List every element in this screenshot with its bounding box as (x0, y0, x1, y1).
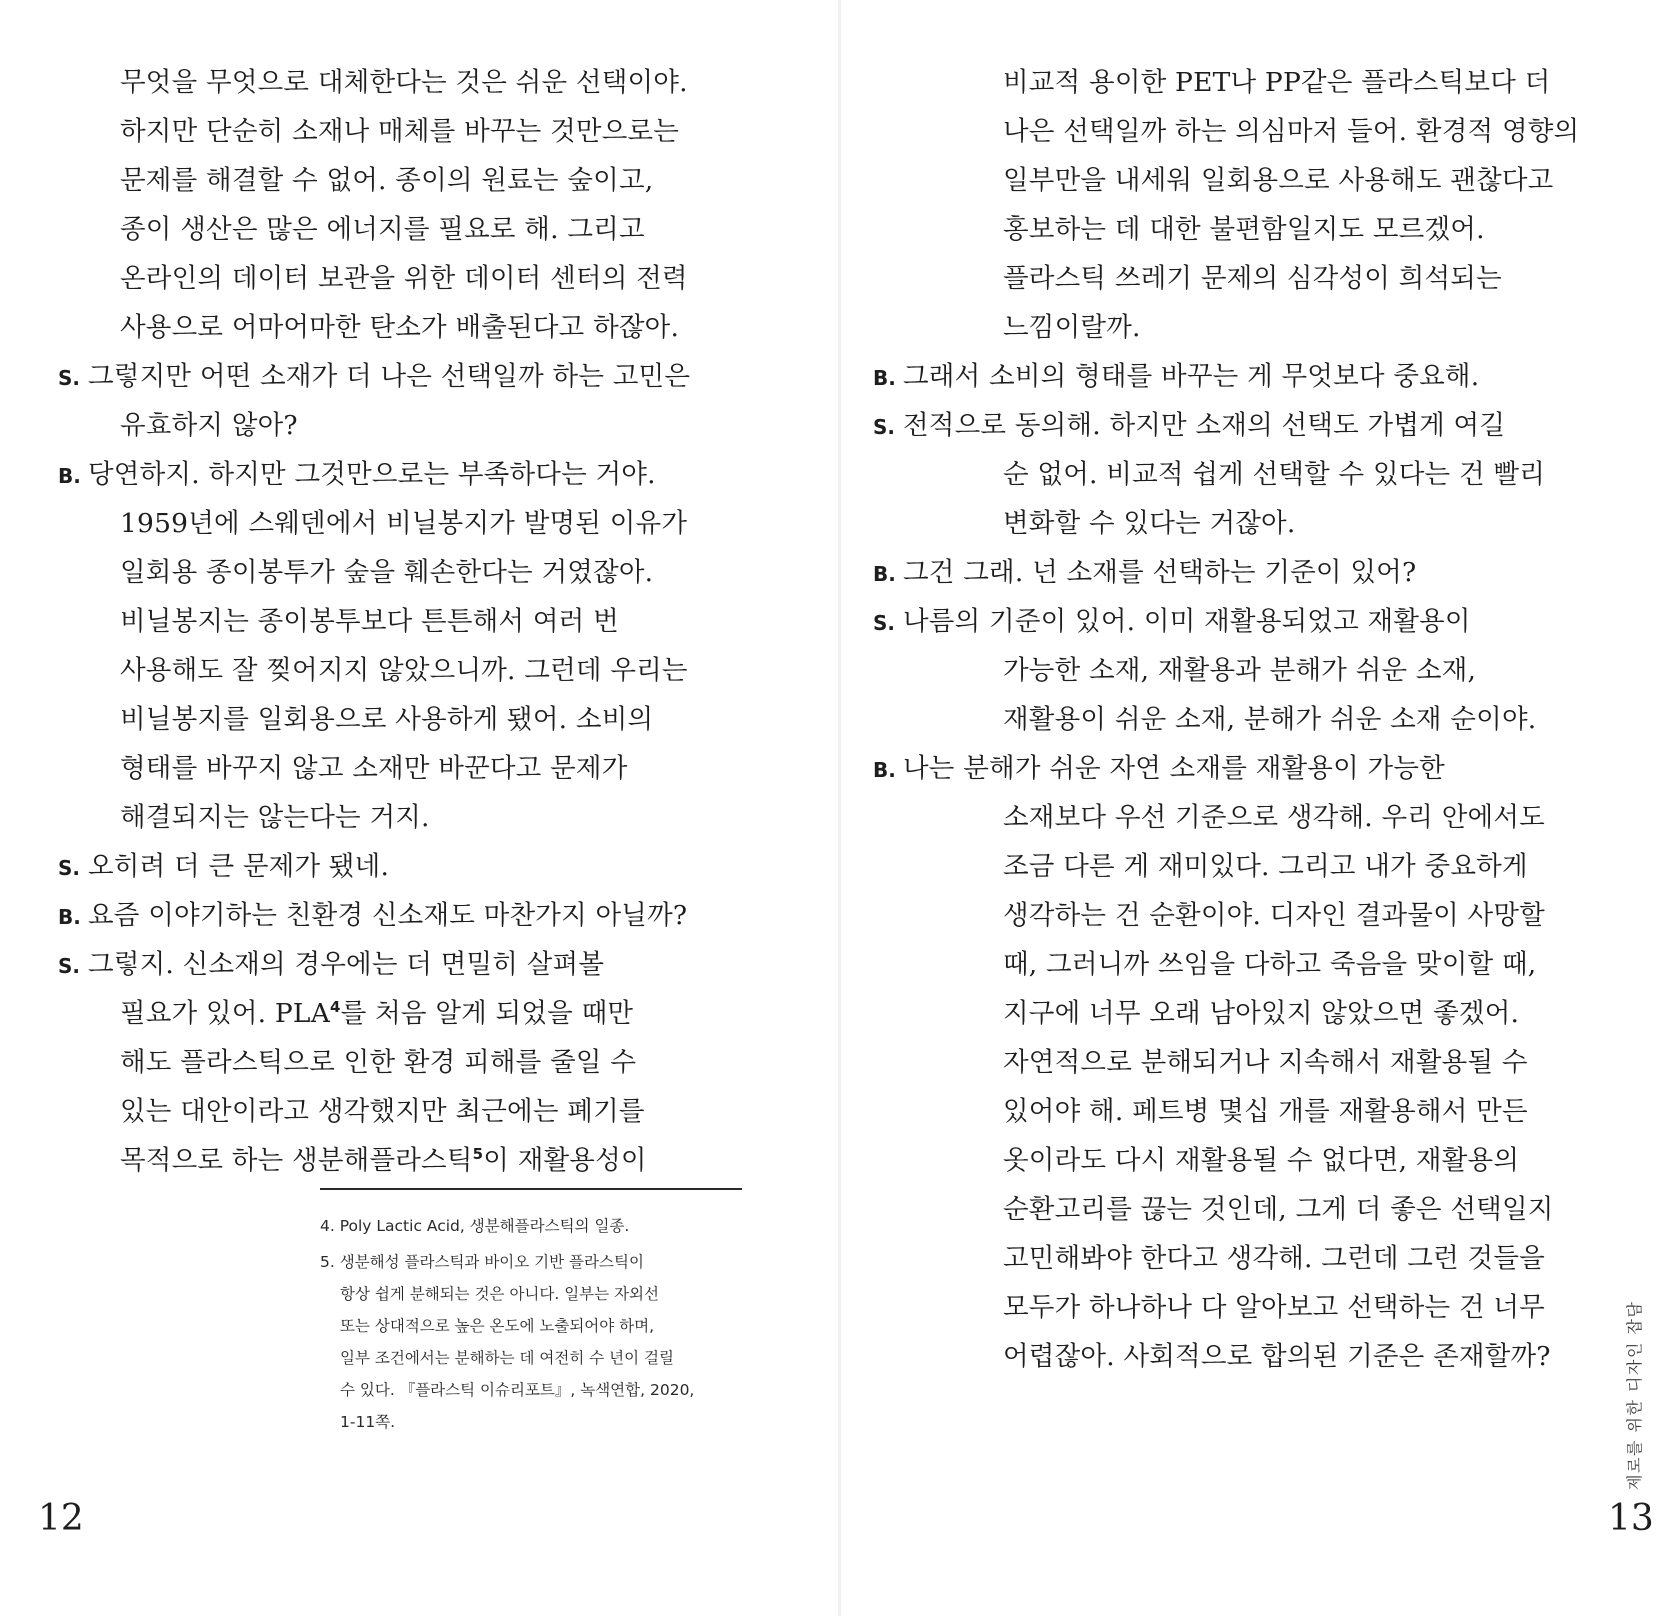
text-line (58, 695, 758, 744)
text-line (58, 548, 758, 597)
line-text: 옷이라도 다시 재활용될 수 없다면, 재활용의 (1003, 1145, 1520, 1176)
text-line (935, 1038, 1625, 1087)
line-text: 순 없어. 비교적 쉽게 선택할 수 있다는 건 빨리 (1003, 459, 1545, 490)
footnote-line: 수 있다. 『플라스틱 이슈리포트』, 녹색연합, 2020, (340, 1381, 695, 1399)
text-line (935, 58, 1625, 107)
text-line (935, 303, 1625, 352)
text-line (58, 842, 758, 891)
line-text: 요즘 이야기하는 친환경 신소재도 마찬가지 아닐까? (88, 900, 688, 931)
text-line (58, 1038, 758, 1087)
line-text: 필요가 있어. PLA (120, 998, 331, 1029)
text-line (935, 1332, 1625, 1381)
footnote-line: 일부 조건에서는 분해하는 데 여전히 수 년이 걸릴 (340, 1349, 674, 1367)
text-line (58, 450, 758, 499)
line-text: 무엇을 무엇으로 대체한다는 것은 쉬운 선택이야. (120, 67, 688, 98)
text-line (935, 940, 1625, 989)
text-line (873, 744, 1625, 793)
text-line (58, 107, 758, 156)
footnote-line: 또는 상대적으로 높은 온도에 노출되어야 하며, (340, 1317, 655, 1335)
text-line (935, 695, 1625, 744)
speaker-label: B. (58, 905, 81, 929)
line-text: 모두가 하나하나 다 알아보고 선택하는 건 너무 (1003, 1292, 1545, 1323)
speaker-label: S. (873, 611, 896, 635)
text-line (935, 989, 1625, 1038)
line-text: 사용해도 잘 찢어지지 않았으니까. 그런데 우리는 (120, 655, 688, 686)
line-text: 재활용이 쉬운 소재, 분해가 쉬운 소재 순이야. (1003, 704, 1537, 735)
line-text: 홍보하는 데 대한 불편함일지도 모르겠어. (1003, 214, 1485, 245)
page-number-left: 12 (38, 1498, 84, 1539)
line-text: 해결되지는 않는다는 거지. (120, 802, 430, 833)
text-line (58, 597, 758, 646)
text-line (935, 1087, 1625, 1136)
line-text: 온라인의 데이터 보관을 위한 데이터 센터의 전력 (120, 263, 688, 294)
text-line (935, 254, 1625, 303)
speaker-label: S. (58, 856, 81, 880)
footnotes (320, 1210, 750, 1438)
line-text-continued: 이 재활용성이 (483, 1145, 647, 1176)
text-line (58, 646, 758, 695)
line-text: 자연적으로 분해되거나 지속해서 재활용될 수 (1003, 1047, 1528, 1078)
text-line (58, 303, 758, 352)
line-text: 1959년에 스웨덴에서 비닐봉지가 발명된 이유가 (120, 508, 688, 539)
text-line (935, 1283, 1625, 1332)
line-text: 있는 대안이라고 생각했지만 최근에는 폐기를 (120, 1096, 645, 1127)
text-line (935, 1185, 1625, 1234)
text-line (58, 940, 758, 989)
text-line (935, 1234, 1625, 1283)
text-line (58, 1136, 758, 1185)
line-text: 순환고리를 끊는 것인데, 그게 더 좋은 선택일지 (1003, 1194, 1554, 1225)
text-line (58, 254, 758, 303)
text-line (873, 597, 1625, 646)
line-text: 사용으로 어마어마한 탄소가 배출된다고 하잖아. (120, 312, 680, 343)
text-line (58, 891, 758, 940)
line-text: 그렇지만 어떤 소재가 더 나은 선택일까 하는 고민은 (88, 361, 691, 392)
line-text: 나은 선택일까 하는 의심마저 들어. 환경적 영향의 (1003, 116, 1580, 147)
line-text: 있어야 해. 페트병 몇십 개를 재활용해서 만든 (1003, 1096, 1528, 1127)
speaker-label: S. (58, 954, 81, 978)
text-line (935, 450, 1625, 499)
line-text: 때, 그러니까 쓰임을 다하고 죽음을 맞이할 때, (1003, 949, 1537, 980)
footnote-divider (320, 1188, 742, 1190)
text-line (58, 744, 758, 793)
line-text: 어렵잖아. 사회적으로 합의된 기준은 존재할까? (1003, 1341, 1551, 1372)
line-text: 생각하는 건 순환이야. 디자인 결과물이 사망할 (1003, 900, 1545, 931)
line-text: 플라스틱 쓰레기 문제의 심각성이 희석되는 (1003, 263, 1502, 294)
line-text: 해도 플라스틱으로 인한 환경 피해를 줄일 수 (120, 1047, 637, 1078)
text-line (873, 352, 1625, 401)
footnote-marker: 4 (330, 998, 341, 1017)
line-text: 비닐봉지를 일회용으로 사용하게 됐어. 소비의 (120, 704, 654, 735)
footnote-line: 항상 쉽게 분해되는 것은 아니다. 일부는 자외선 (340, 1285, 659, 1303)
text-line (935, 156, 1625, 205)
speaker-label: B. (873, 758, 896, 782)
line-text: 일부만을 내세워 일회용으로 사용해도 괜찮다고 (1003, 165, 1554, 196)
text-line (935, 646, 1625, 695)
text-line (58, 401, 758, 450)
line-text: 유효하지 않아? (120, 410, 298, 441)
line-text: 비닐봉지는 종이봉투보다 튼튼해서 여러 번 (120, 606, 619, 637)
footnote-line: 4. Poly Lactic Acid, 생분해플라스틱의 일종. (320, 1217, 630, 1235)
text-line (935, 107, 1625, 156)
line-text: 나름의 기준이 있어. 이미 재활용되었고 재활용이 (903, 606, 1471, 637)
text-line (58, 499, 758, 548)
text-line (58, 58, 758, 107)
text-line (935, 205, 1625, 254)
right-body-text (873, 58, 1625, 1381)
speaker-label: S. (873, 415, 896, 439)
line-text: 비교적 용이한 PET나 PP같은 플라스틱보다 더 (1003, 67, 1551, 98)
left-body-text (58, 58, 758, 1185)
line-text: 그건 그래. 넌 소재를 선택하는 기준이 있어? (903, 557, 1417, 588)
line-text: 가능한 소재, 재활용과 분해가 쉬운 소재, (1003, 655, 1477, 686)
speaker-label: B. (873, 562, 896, 586)
line-text-continued: 를 처음 알게 되었을 때만 (340, 998, 634, 1029)
text-line (58, 205, 758, 254)
line-text: 그래서 소비의 형태를 바꾸는 게 무엇보다 중요해. (903, 361, 1480, 392)
text-line (58, 1087, 758, 1136)
line-text: 종이 생산은 많은 에너지를 필요로 해. 그리고 (120, 214, 645, 245)
line-text: 소재보다 우선 기준으로 생각해. 우리 안에서도 (1003, 802, 1545, 833)
line-text: 나는 분해가 쉬운 자연 소재를 재활용이 가능한 (903, 753, 1445, 784)
text-line (58, 352, 758, 401)
text-line (58, 989, 758, 1038)
line-text: 지구에 너무 오래 남아있지 않았으면 좋겠어. (1003, 998, 1520, 1029)
line-text: 오히려 더 큰 문제가 됐네. (88, 851, 390, 882)
line-text: 하지만 단순히 소재나 매체를 바꾸는 것만으로는 (120, 116, 680, 147)
line-text: 형태를 바꾸지 않고 소재만 바꾼다고 문제가 (120, 753, 628, 784)
footnote-marker: 5 (472, 1145, 484, 1164)
line-text: 당연하지. 하지만 그것만으로는 부족하다는 거야. (88, 459, 656, 490)
line-text: 전적으로 동의해. 하지만 소재의 선택도 가볍게 여길 (903, 410, 1506, 441)
text-line (935, 793, 1625, 842)
text-line (935, 1136, 1625, 1185)
text-line (935, 499, 1625, 548)
text-line (873, 548, 1625, 597)
text-line (935, 842, 1625, 891)
running-title: 제로를 위한 디자인 잡담 (1625, 1300, 1644, 1490)
text-line (873, 401, 1625, 450)
line-text: 변화할 수 있다는 거잖아. (1003, 508, 1296, 539)
footnote-line: 5. 생분해성 플라스틱과 바이오 기반 플라스틱이 (320, 1253, 644, 1271)
line-text: 목적으로 하는 생분해플라스틱 (120, 1145, 473, 1176)
speaker-label: S. (58, 366, 81, 390)
line-text: 문제를 해결할 수 없어. 종이의 원료는 숲이고, (120, 165, 654, 196)
text-line (935, 891, 1625, 940)
line-text: 조금 다른 게 재미있다. 그리고 내가 중요하게 (1003, 851, 1528, 882)
page-number-right: 13 (1608, 1498, 1654, 1539)
speaker-label: B. (873, 366, 896, 390)
line-text: 고민해봐야 한다고 생각해. 그런데 그런 것들을 (1003, 1243, 1545, 1274)
line-text: 그렇지. 신소재의 경우에는 더 면밀히 살펴볼 (88, 949, 605, 980)
footnote-line: 1-11쪽. (340, 1413, 396, 1431)
text-line (58, 793, 758, 842)
text-line (58, 156, 758, 205)
line-text: 느낌이랄까. (1003, 312, 1141, 343)
speaker-label: B. (58, 464, 81, 488)
line-text: 일회용 종이봉투가 숲을 훼손한다는 거였잖아. (120, 557, 654, 588)
